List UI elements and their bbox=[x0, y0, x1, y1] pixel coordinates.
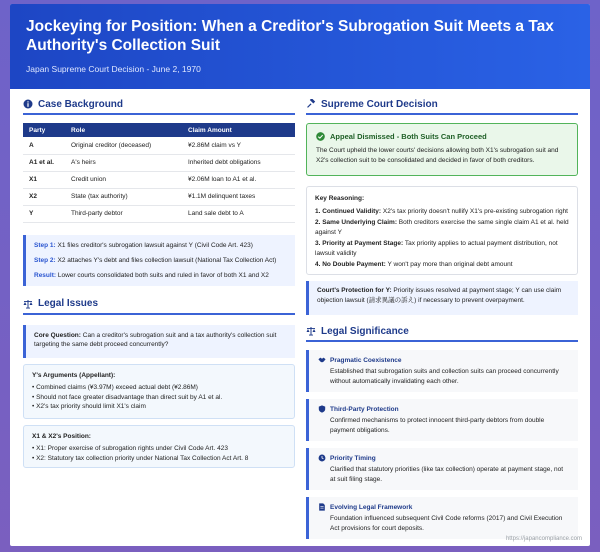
clock-icon bbox=[318, 454, 326, 462]
significance-text: Confirmed mechanisms to protect innocent third-party debtors from double payment obligations. bbox=[330, 417, 545, 434]
parties-table bbox=[23, 123, 295, 223]
significance-item-title bbox=[318, 405, 569, 413]
table-row bbox=[23, 188, 295, 205]
reason-text: Both creditors exercise the same single claim A1 et al. held against Y bbox=[315, 219, 569, 236]
verdict-heading bbox=[316, 132, 568, 141]
list-item: • X1: Proper exercise of subrogation rights under Civil Code Art. 423 bbox=[32, 444, 286, 454]
list-item: • Combined claims (¥3.97M) exceed actual debt (¥2.86M) bbox=[32, 383, 286, 393]
significance-heading bbox=[306, 326, 578, 342]
significance-item bbox=[306, 350, 578, 392]
table-row bbox=[23, 205, 295, 222]
verdict-title: Appeal Dismissed - Both Suits Can Proceed bbox=[330, 132, 487, 141]
step-item bbox=[34, 241, 287, 250]
procedural-steps bbox=[23, 235, 295, 286]
party-cell: X1 bbox=[23, 171, 65, 188]
source-url[interactable]: https://japancompliance.com bbox=[505, 536, 582, 542]
reason-label: 4. No Double Payment: bbox=[315, 261, 386, 268]
case-background-title: Case Background bbox=[38, 98, 124, 110]
document-icon bbox=[318, 503, 326, 511]
scales-icon bbox=[23, 299, 33, 309]
x-position bbox=[23, 425, 295, 468]
step-text: X1 files creditor's subrogation lawsuit against Y (Civil Code Art. 423) bbox=[55, 241, 253, 249]
decision-heading bbox=[306, 99, 578, 115]
verdict-text: The Court upheld the lower courts' decisions allowing both X1's subrogation suit and X2's collection suit to be consolidated and decided in favor of both creditors. bbox=[316, 147, 559, 164]
claim-cell: Inherited debt obligations bbox=[182, 154, 295, 171]
reason-label: 3. Priority at Payment Stage: bbox=[315, 240, 404, 247]
y-arguments bbox=[23, 364, 295, 419]
step-label: Step 1: bbox=[34, 241, 56, 249]
role-cell: Third-party debtor bbox=[65, 205, 182, 222]
gavel-icon bbox=[306, 99, 316, 109]
significance-item-title bbox=[318, 356, 569, 364]
step-label: Result: bbox=[34, 271, 57, 279]
y-arguments-heading: Y's Arguments (Appellant): bbox=[32, 371, 116, 379]
protection-text: Priority issues resolved at payment stage; Y can use claim objection lawsuit (請求異議の訴え) if necessary to prevent overpayment. bbox=[317, 287, 562, 304]
table-row bbox=[23, 137, 295, 154]
legal-issues-title: Legal Issues bbox=[38, 298, 99, 309]
column-header: Party bbox=[23, 123, 65, 137]
role-cell: A's heirs bbox=[65, 154, 182, 171]
significance-item bbox=[306, 399, 578, 441]
page-title: Jockeying for Position: When a Creditor's Subrogation Suit Meets a Tax Authority's Collection Suit bbox=[26, 18, 554, 54]
party-cell: X2 bbox=[23, 188, 65, 205]
significance-title-text: Third-Party Protection bbox=[330, 405, 399, 413]
step-item bbox=[34, 256, 287, 265]
key-reasoning bbox=[306, 186, 578, 275]
shield-icon bbox=[318, 405, 326, 413]
significance-title-text: Priority Timing bbox=[330, 454, 376, 462]
reason-label: 1. Continued Validity: bbox=[315, 207, 382, 215]
party-cell: Y bbox=[23, 205, 65, 222]
significance-text: Established that subrogation suits and collection suits can proceed concurrently without automatically invalidating each other. bbox=[330, 368, 559, 385]
step-label: Step 2: bbox=[34, 256, 56, 264]
reason-item bbox=[315, 260, 569, 270]
scales-icon bbox=[306, 326, 316, 336]
role-cell: State (tax authority) bbox=[65, 188, 182, 205]
header bbox=[10, 4, 590, 89]
protection-label: Court's Protection for Y: bbox=[317, 287, 392, 294]
right-column bbox=[306, 99, 578, 539]
party-cell: A1 et al. bbox=[23, 154, 65, 171]
role-cell: Credit union bbox=[65, 171, 182, 188]
step-text: X2 attaches Y's debt and files collection lawsuit (National Tax Collection Act) bbox=[55, 256, 277, 264]
list-item: • X2's tax priority should limit X1's claim bbox=[32, 402, 286, 412]
table-header-row bbox=[23, 123, 295, 137]
handshake-icon bbox=[318, 356, 326, 364]
reason-text: X2's tax priority doesn't nullify X1's pre-existing subrogation right bbox=[381, 207, 568, 215]
reason-item bbox=[315, 239, 569, 258]
list-item: • Should not face greater disadvantage than direct suit by A1 et al. bbox=[32, 393, 286, 403]
case-background-heading bbox=[23, 99, 295, 115]
court-protection bbox=[306, 281, 578, 315]
significance-item-title bbox=[318, 503, 569, 511]
core-question-text: Can a creditor's subrogation suit and a tax authority's collection suit targeting the same debt proceed concurrently? bbox=[34, 331, 277, 348]
column-header: Claim Amount bbox=[182, 123, 295, 137]
step-text: Lower courts consolidated both suits and ruled in favor of both X1 and X2 bbox=[56, 271, 269, 279]
check-circle-icon bbox=[316, 132, 325, 141]
significance-item bbox=[306, 497, 578, 539]
reason-item bbox=[315, 207, 569, 217]
column-header: Role bbox=[65, 123, 182, 137]
info-icon bbox=[23, 99, 33, 109]
core-question-label: Core Question: bbox=[34, 331, 81, 339]
x-position-heading: X1 & X2's Position: bbox=[32, 432, 91, 440]
role-cell: Original creditor (deceased) bbox=[65, 137, 182, 154]
decision-title: Supreme Court Decision bbox=[321, 98, 438, 110]
table-row bbox=[23, 171, 295, 188]
page-subtitle: Japan Supreme Court Decision - June 2, 1970 bbox=[26, 64, 201, 74]
significance-item-title bbox=[318, 454, 569, 462]
claim-cell: Land sale debt to A bbox=[182, 205, 295, 222]
claim-cell: ¥1.1M delinquent taxes bbox=[182, 188, 295, 205]
significance-title-text: Evolving Legal Framework bbox=[330, 503, 413, 511]
list-item: • X2: Statutory tax collection priority under National Tax Collection Act Art. 8 bbox=[32, 454, 286, 464]
step-item bbox=[34, 271, 287, 280]
reason-text: Y won't pay more than original debt amount bbox=[385, 261, 513, 268]
reason-label: 2. Same Underlying Claim: bbox=[315, 219, 397, 226]
significance-title-text: Pragmatic Coexistence bbox=[330, 356, 402, 364]
significance-item bbox=[306, 448, 578, 490]
party-cell: A bbox=[23, 137, 65, 154]
left-column bbox=[23, 99, 295, 468]
legal-issues-heading bbox=[23, 299, 295, 315]
significance-text: Foundation influenced subsequent Civil Code reforms (2017) and Civil Execution Act provisions for court deposits. bbox=[330, 515, 563, 532]
reason-item bbox=[315, 218, 569, 237]
significance-text: Clarified that statutory priorities (like tax collection) operate at payment stage, not at suit filing stage. bbox=[330, 466, 564, 483]
significance-title: Legal Significance bbox=[321, 325, 409, 337]
reason-text: Tax priority applies to actual payment distribution, not lawsuit validity bbox=[315, 240, 558, 257]
verdict-box bbox=[306, 123, 578, 176]
infographic-card bbox=[10, 4, 590, 546]
claim-cell: ¥2.86M claim vs Y bbox=[182, 137, 295, 154]
core-question bbox=[23, 325, 295, 358]
key-reasoning-heading: Key Reasoning: bbox=[315, 195, 365, 202]
table-row bbox=[23, 154, 295, 171]
claim-cell: ¥2.06M loan to A1 et al. bbox=[182, 171, 295, 188]
